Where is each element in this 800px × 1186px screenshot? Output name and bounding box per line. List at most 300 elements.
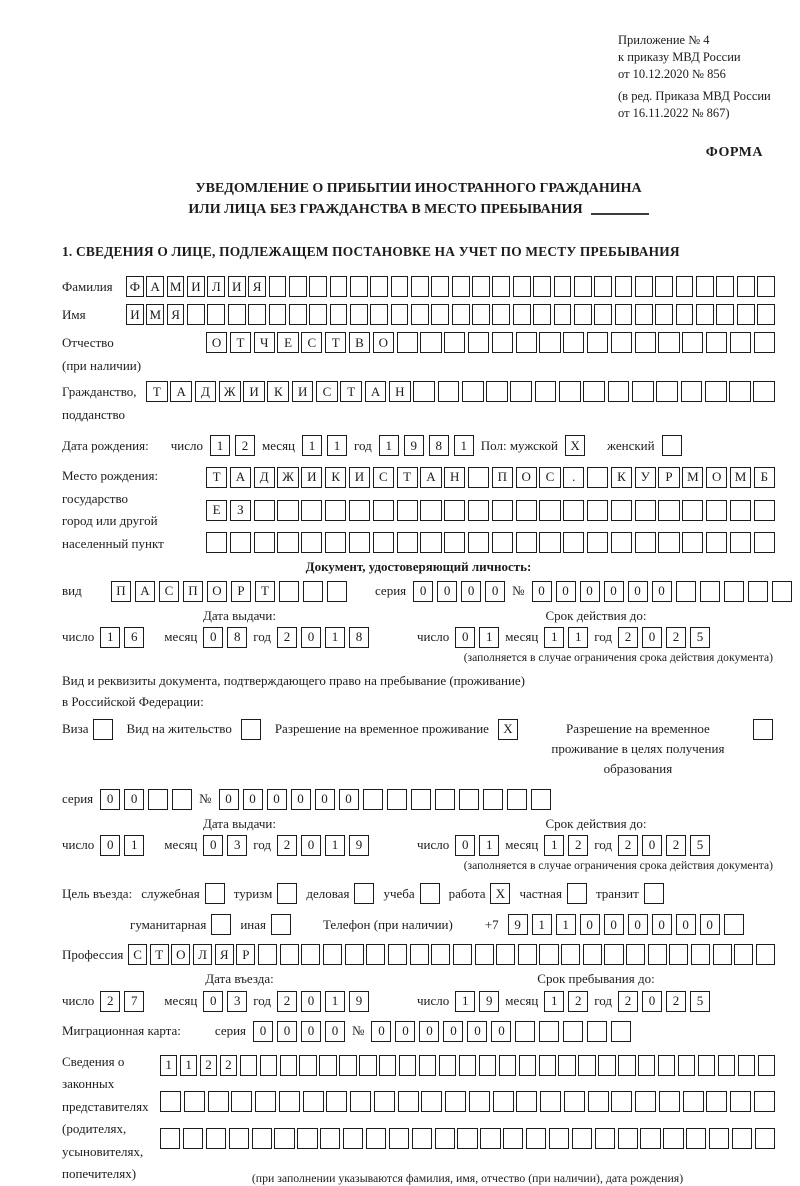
stay-until-month-box[interactable]: 1 bbox=[544, 991, 564, 1012]
citizenship-char-box[interactable] bbox=[705, 381, 727, 402]
patronymic-char-box[interactable] bbox=[611, 332, 632, 353]
surname-char-box[interactable]: Ф bbox=[126, 276, 144, 297]
patronymic-char-box[interactable] bbox=[420, 332, 441, 353]
doc-kind-char-box[interactable]: Т bbox=[255, 581, 275, 602]
phone-digit-box[interactable]: 1 bbox=[556, 914, 576, 935]
surname-char-box[interactable] bbox=[309, 276, 327, 297]
stay-issue-month-box[interactable]: 3 bbox=[227, 835, 247, 856]
representative-char-box[interactable] bbox=[503, 1128, 523, 1149]
doc-number-box[interactable]: 0 bbox=[604, 581, 624, 602]
residence-permit-checkbox[interactable] bbox=[241, 719, 261, 740]
birthplace-char-box[interactable]: П bbox=[492, 467, 513, 488]
name-char-box[interactable] bbox=[676, 304, 694, 325]
representative-char-box[interactable] bbox=[595, 1128, 615, 1149]
profession-char-box[interactable]: С bbox=[128, 944, 147, 965]
birthplace-char-box[interactable] bbox=[468, 532, 489, 553]
representative-char-box[interactable] bbox=[303, 1091, 324, 1112]
doc-series-box[interactable]: 0 bbox=[413, 581, 433, 602]
representative-char-box[interactable] bbox=[255, 1091, 276, 1112]
citizenship-char-box[interactable]: Т bbox=[340, 381, 362, 402]
humanitarian-checkbox[interactable] bbox=[211, 914, 231, 935]
representative-char-box[interactable] bbox=[493, 1091, 514, 1112]
patronymic-char-box[interactable]: Т bbox=[230, 332, 251, 353]
profession-char-box[interactable] bbox=[561, 944, 580, 965]
name-char-box[interactable] bbox=[737, 304, 755, 325]
stay-expiry-day-box[interactable]: 1 bbox=[479, 835, 499, 856]
birthplace-char-box[interactable]: М bbox=[730, 467, 751, 488]
stay-number-box[interactable]: 0 bbox=[339, 789, 359, 810]
patronymic-char-box[interactable] bbox=[706, 332, 727, 353]
profession-char-box[interactable] bbox=[323, 944, 342, 965]
name-char-box[interactable] bbox=[330, 304, 348, 325]
profession-char-box[interactable]: Л bbox=[193, 944, 212, 965]
citizenship-char-box[interactable] bbox=[510, 381, 532, 402]
representative-char-box[interactable] bbox=[698, 1055, 715, 1076]
representative-char-box[interactable] bbox=[160, 1128, 180, 1149]
representative-char-box[interactable] bbox=[412, 1128, 432, 1149]
representative-char-box[interactable] bbox=[398, 1091, 419, 1112]
patronymic-char-box[interactable] bbox=[754, 332, 775, 353]
temp-residence-education-checkbox[interactable] bbox=[753, 719, 773, 740]
representative-char-box[interactable] bbox=[686, 1128, 706, 1149]
migration-number-box[interactable]: 0 bbox=[443, 1021, 463, 1042]
representative-char-box[interactable] bbox=[635, 1091, 656, 1112]
representative-char-box[interactable] bbox=[480, 1128, 500, 1149]
profession-char-box[interactable] bbox=[713, 944, 732, 965]
surname-char-box[interactable] bbox=[554, 276, 572, 297]
doc-series-box[interactable]: 0 bbox=[485, 581, 505, 602]
surname-char-box[interactable] bbox=[696, 276, 714, 297]
profession-char-box[interactable] bbox=[626, 944, 645, 965]
birthplace-char-box[interactable] bbox=[635, 532, 656, 553]
profession-char-box[interactable] bbox=[669, 944, 688, 965]
name-char-box[interactable]: Я bbox=[167, 304, 185, 325]
surname-char-box[interactable] bbox=[513, 276, 531, 297]
birthplace-char-box[interactable] bbox=[754, 532, 775, 553]
citizenship-char-box[interactable] bbox=[608, 381, 630, 402]
stay-issue-year-box[interactable]: 1 bbox=[325, 835, 345, 856]
patronymic-char-box[interactable] bbox=[492, 332, 513, 353]
stay-until-year-box[interactable]: 2 bbox=[618, 991, 638, 1012]
citizenship-char-box[interactable]: И bbox=[243, 381, 265, 402]
profession-char-box[interactable]: Р bbox=[236, 944, 255, 965]
stay-number-box[interactable]: 0 bbox=[267, 789, 287, 810]
citizenship-char-box[interactable] bbox=[656, 381, 678, 402]
surname-char-box[interactable] bbox=[757, 276, 775, 297]
doc-kind-char-box[interactable]: О bbox=[207, 581, 227, 602]
representative-char-box[interactable] bbox=[539, 1055, 556, 1076]
patronymic-char-box[interactable] bbox=[587, 332, 608, 353]
name-char-box[interactable] bbox=[574, 304, 592, 325]
name-char-box[interactable] bbox=[757, 304, 775, 325]
migration-number-box[interactable]: 0 bbox=[395, 1021, 415, 1042]
profession-char-box[interactable]: Т bbox=[150, 944, 169, 965]
profession-char-box[interactable] bbox=[388, 944, 407, 965]
representative-char-box[interactable] bbox=[229, 1128, 249, 1149]
surname-char-box[interactable] bbox=[716, 276, 734, 297]
birthplace-char-box[interactable] bbox=[587, 467, 608, 488]
representative-char-box[interactable] bbox=[297, 1128, 317, 1149]
birthplace-char-box[interactable] bbox=[492, 532, 513, 553]
name-char-box[interactable] bbox=[391, 304, 409, 325]
name-char-box[interactable] bbox=[207, 304, 225, 325]
name-char-box[interactable] bbox=[411, 304, 429, 325]
entry-month-box[interactable]: 3 bbox=[227, 991, 247, 1012]
stay-number-box[interactable]: 0 bbox=[219, 789, 239, 810]
profession-char-box[interactable] bbox=[604, 944, 623, 965]
birthplace-char-box[interactable] bbox=[420, 500, 441, 521]
birth-year-box[interactable]: 9 bbox=[404, 435, 424, 456]
surname-char-box[interactable] bbox=[594, 276, 612, 297]
migration-number-box[interactable] bbox=[563, 1021, 583, 1042]
entry-day-box[interactable]: 7 bbox=[124, 991, 144, 1012]
birthplace-char-box[interactable] bbox=[682, 500, 703, 521]
patronymic-char-box[interactable]: В bbox=[349, 332, 370, 353]
name-char-box[interactable]: М bbox=[146, 304, 164, 325]
doc-issue-year-box[interactable]: 0 bbox=[301, 627, 321, 648]
doc-series-box[interactable]: 0 bbox=[437, 581, 457, 602]
representative-char-box[interactable] bbox=[572, 1128, 592, 1149]
stay-number-box[interactable] bbox=[531, 789, 551, 810]
citizenship-char-box[interactable]: Н bbox=[389, 381, 411, 402]
birthplace-char-box[interactable] bbox=[563, 532, 584, 553]
birth-year-box[interactable]: 1 bbox=[454, 435, 474, 456]
stay-until-year-box[interactable]: 5 bbox=[690, 991, 710, 1012]
representative-char-box[interactable] bbox=[366, 1128, 386, 1149]
phone-digit-box[interactable]: 9 bbox=[508, 914, 528, 935]
patronymic-char-box[interactable]: О bbox=[373, 332, 394, 353]
representative-char-box[interactable] bbox=[445, 1091, 466, 1112]
stay-issue-year-box[interactable]: 0 bbox=[301, 835, 321, 856]
citizenship-char-box[interactable] bbox=[681, 381, 703, 402]
surname-char-box[interactable] bbox=[655, 276, 673, 297]
representative-char-box[interactable] bbox=[516, 1091, 537, 1112]
profession-char-box[interactable] bbox=[431, 944, 450, 965]
name-char-box[interactable] bbox=[309, 304, 327, 325]
birthplace-char-box[interactable] bbox=[539, 532, 560, 553]
citizenship-char-box[interactable] bbox=[753, 381, 775, 402]
representative-char-box[interactable] bbox=[598, 1055, 615, 1076]
representative-char-box[interactable] bbox=[558, 1055, 575, 1076]
surname-char-box[interactable] bbox=[533, 276, 551, 297]
citizenship-char-box[interactable]: Д bbox=[195, 381, 217, 402]
representative-char-box[interactable] bbox=[374, 1091, 395, 1112]
representative-char-box[interactable] bbox=[231, 1091, 252, 1112]
representative-char-box[interactable] bbox=[240, 1055, 257, 1076]
surname-char-box[interactable]: Я bbox=[248, 276, 266, 297]
representative-char-box[interactable] bbox=[738, 1055, 755, 1076]
stay-number-box[interactable] bbox=[483, 789, 503, 810]
doc-number-box[interactable] bbox=[748, 581, 768, 602]
profession-char-box[interactable] bbox=[301, 944, 320, 965]
profession-char-box[interactable]: Я bbox=[215, 944, 234, 965]
birthplace-char-box[interactable]: Т bbox=[206, 467, 227, 488]
representative-char-box[interactable] bbox=[350, 1091, 371, 1112]
stay-until-day-box[interactable]: 1 bbox=[455, 991, 475, 1012]
stay-number-box[interactable] bbox=[507, 789, 527, 810]
migration-number-box[interactable] bbox=[611, 1021, 631, 1042]
patronymic-char-box[interactable]: Т bbox=[325, 332, 346, 353]
study-checkbox[interactable] bbox=[420, 883, 440, 904]
birthplace-char-box[interactable] bbox=[325, 500, 346, 521]
birthplace-char-box[interactable] bbox=[492, 500, 513, 521]
birthplace-char-box[interactable]: У bbox=[635, 467, 656, 488]
stay-expiry-year-box[interactable]: 2 bbox=[666, 835, 686, 856]
representative-char-box[interactable] bbox=[326, 1091, 347, 1112]
birthplace-char-box[interactable] bbox=[658, 500, 679, 521]
private-checkbox[interactable] bbox=[567, 883, 587, 904]
representative-char-box[interactable] bbox=[499, 1055, 516, 1076]
representative-char-box[interactable] bbox=[640, 1128, 660, 1149]
surname-char-box[interactable] bbox=[635, 276, 653, 297]
representative-char-box[interactable] bbox=[564, 1091, 585, 1112]
surname-char-box[interactable] bbox=[615, 276, 633, 297]
representative-char-box[interactable] bbox=[389, 1128, 409, 1149]
representative-char-box[interactable] bbox=[439, 1055, 456, 1076]
doc-kind-char-box[interactable] bbox=[327, 581, 347, 602]
birthplace-char-box[interactable]: Д bbox=[254, 467, 275, 488]
representative-char-box[interactable] bbox=[678, 1055, 695, 1076]
birth-month-box[interactable]: 1 bbox=[327, 435, 347, 456]
representative-char-box[interactable] bbox=[280, 1055, 297, 1076]
profession-char-box[interactable] bbox=[583, 944, 602, 965]
patronymic-char-box[interactable]: Ч bbox=[254, 332, 275, 353]
work-checkbox[interactable]: X bbox=[490, 883, 510, 904]
visa-checkbox[interactable] bbox=[93, 719, 113, 740]
surname-char-box[interactable] bbox=[411, 276, 429, 297]
stay-number-box[interactable] bbox=[459, 789, 479, 810]
stay-issue-day-box[interactable]: 0 bbox=[100, 835, 120, 856]
birthplace-char-box[interactable] bbox=[468, 500, 489, 521]
representative-char-box[interactable] bbox=[160, 1091, 181, 1112]
profession-char-box[interactable] bbox=[410, 944, 429, 965]
citizenship-char-box[interactable] bbox=[559, 381, 581, 402]
stay-expiry-year-box[interactable]: 2 bbox=[618, 835, 638, 856]
surname-char-box[interactable] bbox=[330, 276, 348, 297]
surname-char-box[interactable] bbox=[676, 276, 694, 297]
doc-kind-char-box[interactable]: П bbox=[183, 581, 203, 602]
representative-char-box[interactable] bbox=[279, 1091, 300, 1112]
birthplace-char-box[interactable] bbox=[206, 532, 227, 553]
citizenship-char-box[interactable] bbox=[583, 381, 605, 402]
birth-month-box[interactable]: 1 bbox=[302, 435, 322, 456]
stay-issue-year-box[interactable]: 9 bbox=[349, 835, 369, 856]
profession-char-box[interactable]: О bbox=[171, 944, 190, 965]
birthplace-char-box[interactable]: . bbox=[563, 467, 584, 488]
birthplace-char-box[interactable] bbox=[301, 532, 322, 553]
birthplace-char-box[interactable]: А bbox=[420, 467, 441, 488]
stay-series-box[interactable]: 0 bbox=[100, 789, 120, 810]
representative-char-box[interactable] bbox=[421, 1091, 442, 1112]
patronymic-char-box[interactable] bbox=[539, 332, 560, 353]
female-checkbox[interactable] bbox=[662, 435, 682, 456]
birthplace-char-box[interactable] bbox=[349, 500, 370, 521]
representative-char-box[interactable] bbox=[526, 1128, 546, 1149]
birthplace-char-box[interactable] bbox=[587, 532, 608, 553]
citizenship-char-box[interactable] bbox=[729, 381, 751, 402]
doc-series-box[interactable]: 0 bbox=[461, 581, 481, 602]
profession-char-box[interactable] bbox=[280, 944, 299, 965]
representative-char-box[interactable] bbox=[469, 1091, 490, 1112]
name-char-box[interactable] bbox=[655, 304, 673, 325]
surname-char-box[interactable] bbox=[431, 276, 449, 297]
birthplace-char-box[interactable] bbox=[730, 532, 751, 553]
birthplace-char-box[interactable]: И bbox=[349, 467, 370, 488]
representative-char-box[interactable] bbox=[183, 1128, 203, 1149]
name-char-box[interactable] bbox=[472, 304, 490, 325]
phone-digit-box[interactable]: 0 bbox=[580, 914, 600, 935]
birthplace-char-box[interactable] bbox=[706, 532, 727, 553]
phone-digit-box[interactable]: 0 bbox=[700, 914, 720, 935]
birthplace-char-box[interactable] bbox=[397, 532, 418, 553]
birthplace-char-box[interactable]: Е bbox=[206, 500, 227, 521]
name-char-box[interactable] bbox=[533, 304, 551, 325]
citizenship-char-box[interactable] bbox=[413, 381, 435, 402]
temp-residence-checkbox[interactable]: X bbox=[498, 719, 518, 740]
birthplace-char-box[interactable] bbox=[611, 500, 632, 521]
name-char-box[interactable] bbox=[289, 304, 307, 325]
patronymic-char-box[interactable] bbox=[444, 332, 465, 353]
patronymic-char-box[interactable] bbox=[397, 332, 418, 353]
name-char-box[interactable] bbox=[370, 304, 388, 325]
stay-series-box[interactable] bbox=[172, 789, 192, 810]
name-char-box[interactable] bbox=[594, 304, 612, 325]
doc-expiry-day-box[interactable]: 1 bbox=[479, 627, 499, 648]
representative-char-box[interactable] bbox=[379, 1055, 396, 1076]
representative-char-box[interactable] bbox=[206, 1128, 226, 1149]
entry-year-box[interactable]: 2 bbox=[277, 991, 297, 1012]
birth-year-box[interactable]: 1 bbox=[379, 435, 399, 456]
birthplace-char-box[interactable] bbox=[754, 500, 775, 521]
representative-char-box[interactable] bbox=[706, 1091, 727, 1112]
stay-number-box[interactable]: 0 bbox=[243, 789, 263, 810]
name-char-box[interactable] bbox=[716, 304, 734, 325]
representative-char-box[interactable] bbox=[343, 1128, 363, 1149]
citizenship-char-box[interactable]: Ж bbox=[219, 381, 241, 402]
representative-char-box[interactable] bbox=[435, 1128, 455, 1149]
birthplace-char-box[interactable]: З bbox=[230, 500, 251, 521]
representative-char-box[interactable] bbox=[208, 1091, 229, 1112]
doc-number-box[interactable] bbox=[724, 581, 744, 602]
birthplace-char-box[interactable] bbox=[563, 500, 584, 521]
doc-number-box[interactable]: 0 bbox=[628, 581, 648, 602]
name-char-box[interactable] bbox=[228, 304, 246, 325]
citizenship-char-box[interactable]: И bbox=[292, 381, 314, 402]
birthplace-char-box[interactable] bbox=[325, 532, 346, 553]
doc-kind-char-box[interactable] bbox=[279, 581, 299, 602]
name-char-box[interactable] bbox=[187, 304, 205, 325]
representative-char-box[interactable] bbox=[359, 1055, 376, 1076]
representative-char-box[interactable] bbox=[319, 1055, 336, 1076]
representative-char-box[interactable] bbox=[618, 1055, 635, 1076]
doc-expiry-day-box[interactable]: 0 bbox=[455, 627, 475, 648]
doc-number-box[interactable]: 0 bbox=[580, 581, 600, 602]
birthplace-char-box[interactable] bbox=[539, 500, 560, 521]
patronymic-char-box[interactable]: С bbox=[301, 332, 322, 353]
name-char-box[interactable] bbox=[350, 304, 368, 325]
name-char-box[interactable] bbox=[431, 304, 449, 325]
profession-char-box[interactable] bbox=[691, 944, 710, 965]
doc-expiry-year-box[interactable]: 2 bbox=[618, 627, 638, 648]
birth-day-box[interactable]: 2 bbox=[235, 435, 255, 456]
doc-kind-char-box[interactable]: П bbox=[111, 581, 131, 602]
patronymic-char-box[interactable] bbox=[563, 332, 584, 353]
birthplace-char-box[interactable]: И bbox=[301, 467, 322, 488]
stay-number-box[interactable] bbox=[435, 789, 455, 810]
profession-char-box[interactable] bbox=[734, 944, 753, 965]
representative-char-box[interactable] bbox=[663, 1128, 683, 1149]
migration-number-box[interactable] bbox=[539, 1021, 559, 1042]
representative-char-box[interactable] bbox=[419, 1055, 436, 1076]
profession-char-box[interactable] bbox=[648, 944, 667, 965]
stay-number-box[interactable] bbox=[411, 789, 431, 810]
representative-char-box[interactable] bbox=[252, 1128, 272, 1149]
citizenship-char-box[interactable]: С bbox=[316, 381, 338, 402]
profession-char-box[interactable] bbox=[518, 944, 537, 965]
stay-until-year-box[interactable]: 2 bbox=[666, 991, 686, 1012]
birthplace-char-box[interactable] bbox=[516, 532, 537, 553]
surname-char-box[interactable] bbox=[452, 276, 470, 297]
doc-kind-char-box[interactable]: С bbox=[159, 581, 179, 602]
profession-char-box[interactable] bbox=[496, 944, 515, 965]
name-char-box[interactable] bbox=[635, 304, 653, 325]
doc-expiry-year-box[interactable]: 2 bbox=[666, 627, 686, 648]
birth-day-box[interactable]: 1 bbox=[210, 435, 230, 456]
representative-char-box[interactable] bbox=[578, 1055, 595, 1076]
representative-char-box[interactable] bbox=[274, 1128, 294, 1149]
citizenship-char-box[interactable]: А bbox=[170, 381, 192, 402]
birthplace-char-box[interactable]: О bbox=[706, 467, 727, 488]
representative-char-box[interactable] bbox=[479, 1055, 496, 1076]
birthplace-char-box[interactable] bbox=[444, 500, 465, 521]
tourism-checkbox[interactable] bbox=[277, 883, 297, 904]
representative-char-box[interactable] bbox=[618, 1128, 638, 1149]
doc-number-box[interactable]: 0 bbox=[652, 581, 672, 602]
representative-char-box[interactable] bbox=[457, 1128, 477, 1149]
migration-series-box[interactable]: 0 bbox=[277, 1021, 297, 1042]
migration-number-box[interactable]: 0 bbox=[467, 1021, 487, 1042]
birthplace-char-box[interactable] bbox=[373, 532, 394, 553]
representative-char-box[interactable] bbox=[339, 1055, 356, 1076]
doc-kind-char-box[interactable]: Р bbox=[231, 581, 251, 602]
male-checkbox[interactable]: X bbox=[565, 435, 585, 456]
birthplace-char-box[interactable] bbox=[658, 532, 679, 553]
birthplace-char-box[interactable]: С bbox=[373, 467, 394, 488]
birthplace-char-box[interactable] bbox=[468, 467, 489, 488]
birthplace-char-box[interactable] bbox=[373, 500, 394, 521]
patronymic-char-box[interactable] bbox=[468, 332, 489, 353]
stay-expiry-month-box[interactable]: 1 bbox=[544, 835, 564, 856]
profession-char-box[interactable] bbox=[756, 944, 775, 965]
doc-issue-year-box[interactable]: 8 bbox=[349, 627, 369, 648]
birthplace-char-box[interactable]: К bbox=[611, 467, 632, 488]
profession-char-box[interactable] bbox=[453, 944, 472, 965]
stay-issue-year-box[interactable]: 2 bbox=[277, 835, 297, 856]
birthplace-char-box[interactable] bbox=[254, 500, 275, 521]
doc-issue-month-box[interactable]: 8 bbox=[227, 627, 247, 648]
birthplace-char-box[interactable]: С bbox=[539, 467, 560, 488]
profession-char-box[interactable] bbox=[366, 944, 385, 965]
surname-char-box[interactable] bbox=[289, 276, 307, 297]
representative-char-box[interactable] bbox=[659, 1091, 680, 1112]
birth-year-box[interactable]: 8 bbox=[429, 435, 449, 456]
birthplace-char-box[interactable]: Н bbox=[444, 467, 465, 488]
stay-expiry-month-box[interactable]: 2 bbox=[568, 835, 588, 856]
doc-number-box[interactable]: 0 bbox=[556, 581, 576, 602]
representative-char-box[interactable] bbox=[754, 1091, 775, 1112]
migration-number-box[interactable]: 0 bbox=[371, 1021, 391, 1042]
stay-series-box[interactable]: 0 bbox=[124, 789, 144, 810]
